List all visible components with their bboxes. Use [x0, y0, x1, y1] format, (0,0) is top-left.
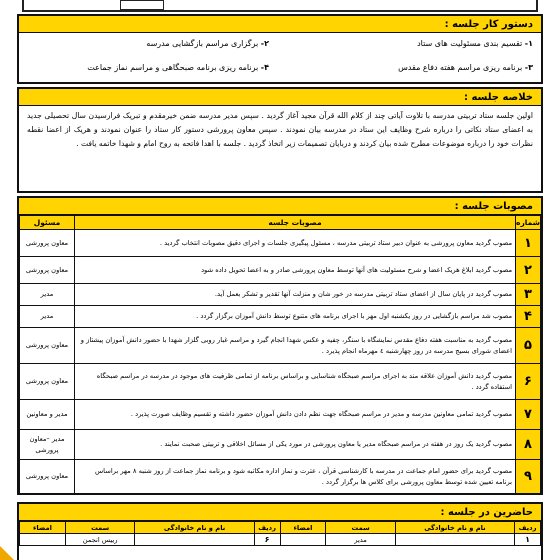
row-number: ۴ — [516, 306, 541, 328]
col-number-header: شماره — [516, 216, 541, 230]
row-number: ۹ — [516, 460, 541, 494]
row-text: مصوب شد مراسم بازگشایی در روز یکشنبه اول مهر با اجرای برنامه های متنوع توسط دانش آموزان برگزار گردد . — [75, 306, 516, 328]
agenda-item-2 — [146, 39, 269, 48]
col-resolution-header: مصوبات جلسه — [75, 216, 516, 230]
agenda-item-3-number: ۳- — [524, 63, 533, 72]
agenda-item-4 — [87, 63, 269, 72]
agenda-section — [17, 14, 543, 84]
row-responsible: مدیر و معاونین — [20, 400, 75, 430]
table-row — [20, 430, 541, 460]
header-frame — [22, 0, 538, 12]
table-row — [20, 230, 541, 257]
agenda-item-2-text: برگزاری مراسم بازگشایی مدرسه — [146, 39, 259, 48]
table-row — [20, 364, 541, 400]
row-responsible: معاون پرورشی — [20, 230, 75, 257]
row-number: ۶ — [516, 364, 541, 400]
summary-section — [17, 87, 543, 193]
row-number: ۲ — [516, 257, 541, 284]
row-responsible: معاون پرورشی — [20, 328, 75, 364]
col-sign-header: امضاء — [280, 522, 326, 534]
row-responsible: مدیر — [20, 306, 75, 328]
row-number: ۱ — [516, 230, 541, 257]
row-text: مصوب گردید معاون پرورشی به عنوان دبیر ستاد تربیتی مدرسه ، مسئول پیگیری جلسات و اجرای دقیق مصوبات انتخاب گردید . — [75, 230, 516, 257]
row-text: مصوب گردید دانش آموزان علاقه مند به اجرای مراسم صبحگاه شناسایی و براساس برنامه از تمامی ظرفیت های موجود در مدرسه در مراسم صبحگاه استفاده گردد . — [75, 364, 516, 400]
col-row-header-2: ردیف — [254, 522, 280, 534]
attendee-row-number: ۱ — [515, 534, 541, 546]
row-text: مصوب گردید ابلاغ هریک اعضا و شرح مسئولیت های آنها توسط معاون پرورشی صادر و به اعضا تحویل داده شود — [75, 257, 516, 284]
agenda-item-2-number: ۲- — [260, 39, 269, 48]
attendee-post: مدیر — [326, 534, 396, 546]
agenda-item-3-text: برنامه ریزی مراسم هفته دفاع مقدس — [398, 63, 523, 72]
row-responsible: معاون پرورشی — [20, 364, 75, 400]
attendee-name — [395, 534, 514, 546]
row-responsible: مدیر — [20, 284, 75, 306]
table-row — [20, 306, 541, 328]
summary-title: خلاصه جلسه : — [19, 89, 541, 106]
col-post-header: سمت — [326, 522, 396, 534]
table-row — [20, 534, 541, 546]
col-name-header: نام و نام خانوادگی — [395, 522, 514, 534]
col-name-header-2: نام و نام خانوادگی — [135, 522, 254, 534]
row-responsible: معاون پرورشی — [20, 257, 75, 284]
resolutions-header-row — [20, 216, 541, 230]
col-responsible-header: مسئول — [20, 216, 75, 230]
resolutions-table — [19, 215, 541, 494]
page-corner-decoration — [0, 546, 14, 560]
attendee-signature — [280, 534, 326, 546]
row-number: ۷ — [516, 400, 541, 430]
header-box — [120, 0, 164, 10]
row-responsible: مدیر –معاون پرورشی — [20, 430, 75, 460]
row-number: ۵ — [516, 328, 541, 364]
table-row — [20, 257, 541, 284]
row-text: مصوب گردید برای حضور امام جماعت در مدرسه با کارشناسی قرآن ، عترت و نماز اداره مکاتبه شود و برنامه نماز جماعت از روز شنبه ۸ مهر براساس برنامه تعیین شده توسط معاون پرورشی برای کلاس ها برگزار گردد . — [75, 460, 516, 494]
row-number: ۸ — [516, 430, 541, 460]
attendee-post-2: رییس انجمن — [65, 534, 135, 546]
col-sign-header-2: امضاء — [20, 522, 66, 534]
resolutions-section — [17, 196, 543, 495]
agenda-item-1 — [417, 39, 533, 48]
col-post-header-2: سمت — [65, 522, 135, 534]
attendee-name-2 — [135, 534, 254, 546]
table-row — [20, 328, 541, 364]
table-row — [20, 460, 541, 494]
agenda-item-4-number: ۴- — [260, 63, 269, 72]
agenda-title: دستور کار جلسه : — [19, 16, 541, 33]
col-row-header: ردیف — [515, 522, 541, 534]
attendees-section — [17, 502, 543, 560]
table-row — [20, 400, 541, 430]
row-responsible: معاون پرورشی — [20, 460, 75, 494]
resolutions-title: مصوبات جلسه : — [19, 198, 541, 215]
row-number: ۳ — [516, 284, 541, 306]
agenda-item-1-number: ۱- — [524, 39, 533, 48]
table-row — [20, 284, 541, 306]
summary-text: اولین جلسه ستاد تربیتی مدرسه با تلاوت آیاتی چند از کلام الله قرآن مجید آغاز گردید . سپس مدیر مدرسه ضمن خیرمقدم و تبریک فرارسیدن سال تحصیلی جدید به اعضای ستاد نکاتی را درباره شرح وظایف این ستاد در مدرسه بیان نمودند . سپس معاون پرورشی دستور کار ستاد را عنوان نمودند و هریک از اعضا نقطه نظرات خود را درباره موضوعات مطرح شده بیان کردند و دربایان تصمیمات زیر اتخاذ گردید . جلسه با اهدا فاتحه به روح امام و شهدا خاتمه یافت . — [27, 111, 533, 148]
attendees-title: حاضرین در جلسه : — [19, 504, 541, 521]
row-text: مصوب گردید تمامی معاونین مدرسه و مدیر در مراسم صبحگاه جهت نظم دادن دانش آموزان حضور داشته و تقسیم وظایف صورت پذیرد . — [75, 400, 516, 430]
attendee-row-number-2: ۶ — [254, 534, 280, 546]
row-text: مصوب گردید به مناسبت هفته دفاع مقدس نمایشگاه با سنگر، چفیه و عکس شهدا انجام گیرد و مراسم غبار روبی گلزار شهدا با حضور دانش آموزان پیشتاز و اعضای شورای بسیج مدرسه در روز چهارشنبه ٤ مهرماه انجام پذیرد . — [75, 328, 516, 364]
agenda-item-3 — [398, 63, 533, 72]
attendees-table — [19, 521, 541, 546]
agenda-item-4-text: برنامه ریزی برنامه صبحگاهی و مراسم نماز جماعت — [87, 63, 259, 72]
agenda-item-1-text: تقسیم بندی مسئولیت های ستاد — [417, 39, 523, 48]
row-text: مصوب گردید یک روز در هفته در مراسم صبحگاه مدیر یا معاون پرورشی در مورد یکی از مسائل اخلاقی و تربیتی صحبت نمایند . — [75, 430, 516, 460]
attendee-signature-2 — [20, 534, 66, 546]
attendees-header-row — [20, 522, 541, 534]
agenda-list — [19, 33, 541, 85]
row-text: مصوب گردید در پایان سال از اعضای ستاد تربیتی مدرسه در خور شان و منزلت آنها تقدیر و تشکر بعمل آید. — [75, 284, 516, 306]
